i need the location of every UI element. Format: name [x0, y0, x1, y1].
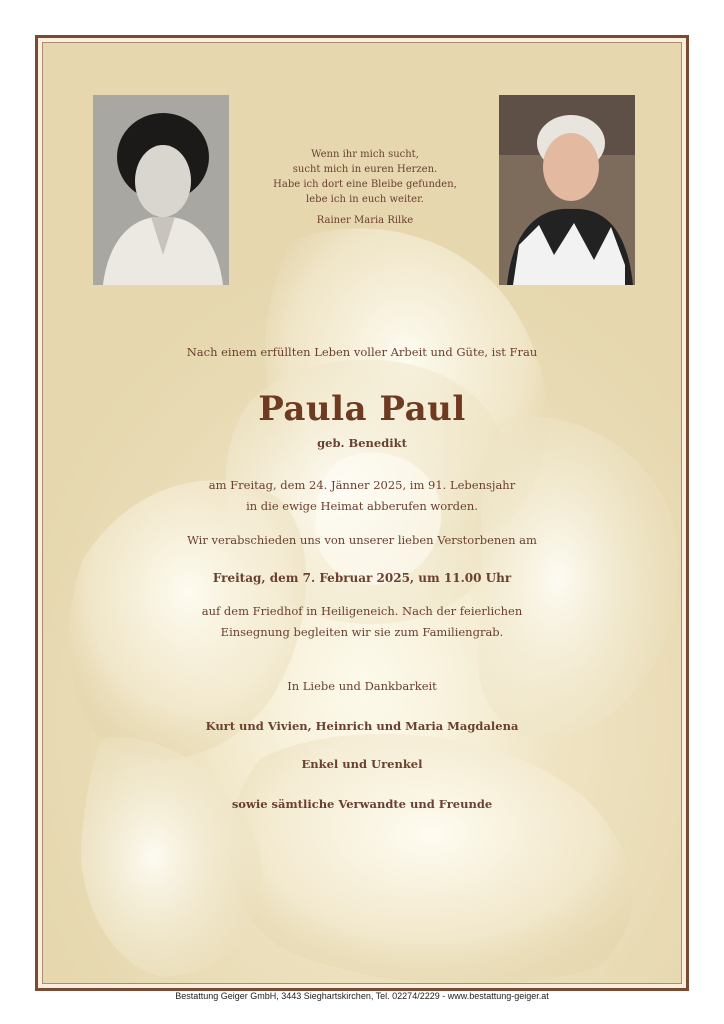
notice-frame [35, 35, 689, 991]
quote-line: Habe ich dort eine Bleibe gefunden, [273, 179, 457, 190]
undertaker-footer: Bestattung Geiger GmbH, 3443 Sieghartskirchen, Tel. 02274/2229 - www.bestattung-geiger.at [175, 991, 549, 1001]
portrait-young-photo [93, 95, 229, 285]
birth-name: geb. Benedikt [317, 436, 407, 450]
deceased-name: Paula Paul [258, 389, 466, 429]
closing-text: In Liebe und Dankbarkeit [287, 679, 437, 693]
death-notice [43, 475, 681, 517]
death-notice-line: am Freitag, dem 24. Jänner 2025, im 91. Lebensjahr [208, 478, 516, 492]
intro-text: Nach einem erfüllten Leben voller Arbeit und Güte, ist Frau [186, 345, 538, 359]
quote-line: lebe ich in euch weiter. [306, 194, 424, 205]
portrait-elderly-photo [499, 95, 635, 285]
rilke-quote [229, 147, 501, 228]
mourner-line: Kurt und Vivien, Heinrich und Maria Magdalena [205, 719, 519, 733]
notice-content [43, 43, 681, 983]
quote-author: Rainer Maria Rilke [316, 215, 414, 226]
burial-details [43, 601, 681, 643]
death-notice-line: in die ewige Heimat abberufen worden. [246, 499, 478, 513]
farewell-intro: Wir verabschieden uns von unserer lieben Verstorbenen am [187, 533, 537, 547]
notice-background [42, 42, 682, 984]
burial-line: Einsegnung begleiten wir sie zum Familiengrab. [220, 625, 504, 639]
quote-line: sucht mich in euren Herzen. [292, 164, 438, 175]
burial-line: auf dem Friedhof in Heiligeneich. Nach der feierlichen [201, 604, 523, 618]
quote-line: Wenn ihr mich sucht, [311, 149, 419, 160]
funeral-date: Freitag, dem 7. Februar 2025, um 11.00 Uhr [212, 571, 512, 585]
mourner-line: Enkel und Urenkel [301, 757, 423, 771]
mourner-line: sowie sämtliche Verwandte und Freunde [231, 797, 493, 811]
